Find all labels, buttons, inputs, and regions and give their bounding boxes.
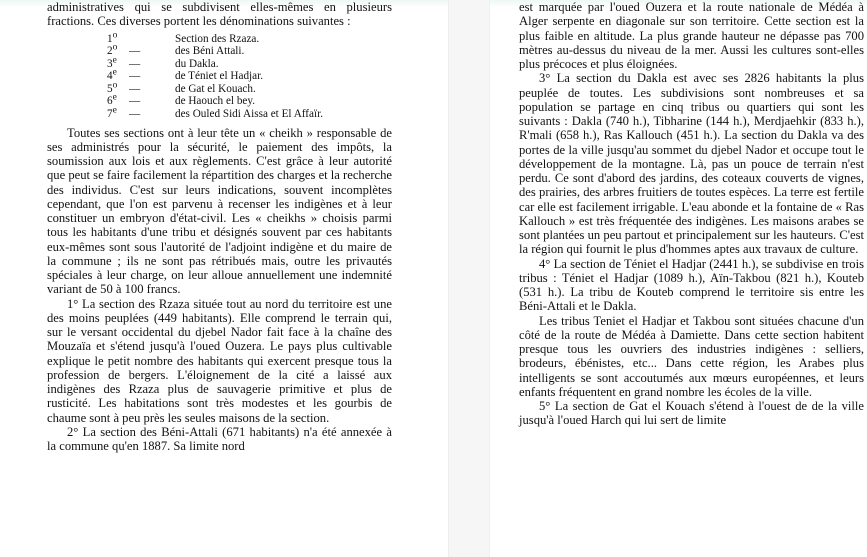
list-item-number: 1$^o$ <box>107 29 118 45</box>
list-item-number: 6e <box>107 92 117 108</box>
section-marker-3: 3° <box>539 71 551 86</box>
list-item <box>47 92 392 108</box>
paragraph-administratives: administratives qui se subdivisent elles-mêmes en plusieurs fractions. Ces diverses portent les dénominations suivantes : <box>47 0 392 29</box>
list-item-number: 3e <box>107 54 117 70</box>
gutter-edge-left <box>448 0 449 557</box>
list-item <box>47 105 392 121</box>
paragraph-rzaza-text: La section des Rzaza située tout au nord du territoire est une des moins peuplées (449 habitants). Elle comprend le terrain qui, sur le versant occidental du djebel Nador fait face à la chaîne des Mouzaïa et s'étend jusqu'à l'oued Ouzera. Le pays plus cultivable explique le petit nombre des habitants qui exercent presque tous la profession de bergers. L'éloignement de la cité a laissé aux indigènes des Rzaza plus de sauvagerie primitive et plus de rusticité. Les habitations sont très modestes et les gourbis de chaume sont à peu près les seules maisons de la section. <box>47 296 392 425</box>
paragraph-section-gat-el-kouach <box>519 399 864 428</box>
paragraph-beni-attali-text: La section des Béni-Attali (671 habitants) n'a été annexée à la commune qu'en 1887. Sa limite nord <box>47 424 392 454</box>
list-item <box>47 29 392 46</box>
list-item-dash: — <box>129 70 141 83</box>
paragraph-section-beni-attali <box>47 425 392 454</box>
list-item-dash: — <box>129 57 141 70</box>
list-item-number: 2$^o$ <box>107 42 118 58</box>
list-item-label: des Ouled Sidi Aissa et El Affaïr. <box>175 108 324 121</box>
list-item-dash: — <box>129 95 141 108</box>
list-item-label: Section des Rzaza. <box>175 32 260 45</box>
list-item-number: 5$^o$ <box>107 80 118 95</box>
list-item-dash: — <box>129 45 141 58</box>
page-gutter <box>448 0 490 557</box>
section-list <box>47 29 392 121</box>
paragraph-section-teniet-el-hadjar <box>519 257 864 314</box>
list-item-number: 4e <box>107 67 117 83</box>
paragraph-dakla-text: La section du Dakla est avec ses 2826 habitants la plus peuplée de toutes. Les subdivisions sont nombreuses et sa population se partage en cinq tribus ou quartiers qui sont les suivants : Dakla (740 h.), Tibharine (144 h.), Merdjaehkir (833 h.), R'mali (658 h.), Ras Kallouch (451 h.). La section du Dakla va des portes de la ville jusqu'au sommet du djebel Nador et occupe tout le développement de la montagne. Là, pas un pouce de terrain n'est perdu. Ce sont d'abord des jardins, des coteaux couverts de vignes, des prairies, des arbres fruitiers de toutes espèces. La terre est fertile car elle est facilement irrigable. L'eau abonde et la fontaine de « Ras Kallouch » est très fréquentée des indigènes. Les maisons arabes se sont plantées un peu partout et principalement sur les hauteurs. C'est la région qui fournit le plus d'hommes aptes aux travaux de culture. <box>519 71 864 257</box>
list-item <box>47 54 392 71</box>
list-item-label: de Haouch el bey. <box>175 95 256 108</box>
left-page-text-column <box>47 0 392 453</box>
paragraph-tribus-teniet-takbou: Les tribus Teniet el Hadjar et Takbou sont situées chacune d'un côté de la route de Médéa à Damiette. Dans cette section habitent presque tous les ouvriers des industries indigènes : selliers, brodeurs, ébénistes, etc... Dans cette région, les Arabes plus intelligents se sont accoutumés aux mœurs européennes, et leurs enfants fréquentent en grand nombre les écoles de la ville. <box>519 313 864 399</box>
list-item-label: du Dakla. <box>175 57 219 70</box>
paragraph-section-rzaza <box>47 297 392 425</box>
list-item-label: des Béni Attali. <box>175 45 245 58</box>
section-marker-5: 5° <box>539 399 551 413</box>
section-marker-4: 4° <box>539 256 551 271</box>
paragraph-oued-ouzera: est marquée par l'oued Ouzera et la route nationale de Médéa à Alger serpente en diagonale sur son territoire. Cette section est la plus faible en altitude. La plus grande hauteur ne dépasse pas 700 mètres au-dessus du niveau de la mer. Aussi les cultures sont-elles plus précoces et plus éloignées. <box>519 0 864 71</box>
right-page-text-column <box>519 0 864 428</box>
list-item <box>47 42 392 58</box>
list-item <box>47 80 392 96</box>
list-item-label: de Téniet el Hadjar. <box>175 70 264 83</box>
paragraph-section-dakla <box>519 71 864 256</box>
list-item-number: 7e <box>107 105 117 121</box>
list-item-label: de Gat el Kouach. <box>175 82 256 95</box>
gutter-edge-right <box>489 0 490 557</box>
list-item-dash: — <box>129 108 141 121</box>
list-item-dash: — <box>129 82 141 95</box>
list-item <box>47 67 392 83</box>
paragraph-cheikh-administration: Toutes ses sections ont à leur tête un « cheikh » responsable de ses administrés pour la sécurité, le paiement des impôts, la soumission aux lois et aux règlements. C'est grâce à leur autorité que peut se faire facilement la répartition des charges et la recherche des individus. C'est sur leurs indications, souvent incomplètes cependant, que l'on est parvenu à recenser les indigènes et à leur constituer un embryon d'état-civil. Les « cheikhs » choisis parmi tous les habitants d'une tribu et désignés souvent par ces habitants eux-mêmes sont sous l'autorité de l'adjoint indigène et du maire de la commune ; ils ne sont pas rétribués mais, outre les privautés spéciales à leur charge, on leur alloue annuellement une indemnité variant de 50 à 100 francs. <box>47 125 392 297</box>
section-marker-2: 2° <box>67 424 79 439</box>
paragraph-gat-el-kouach-text: La section de Gat el Kouach s'étend à l'ouest de de la ville jusqu'à l'oued Harch qui lui sert de limite <box>519 399 864 428</box>
paragraph-teniet-text: La section de Téniet el Hadjar (2441 h.), se subdivise en trois tribus : Téniet el Hadjar (1089 h.), Aïn-Takbou (821 h.), Kouteb (531 h.). La tribu de Kouteb comprend le territoire sis entre les Béni-Attali et le Dakla. <box>519 256 864 314</box>
list-item-dash <box>129 33 175 46</box>
section-marker-1: 1° <box>67 296 79 311</box>
